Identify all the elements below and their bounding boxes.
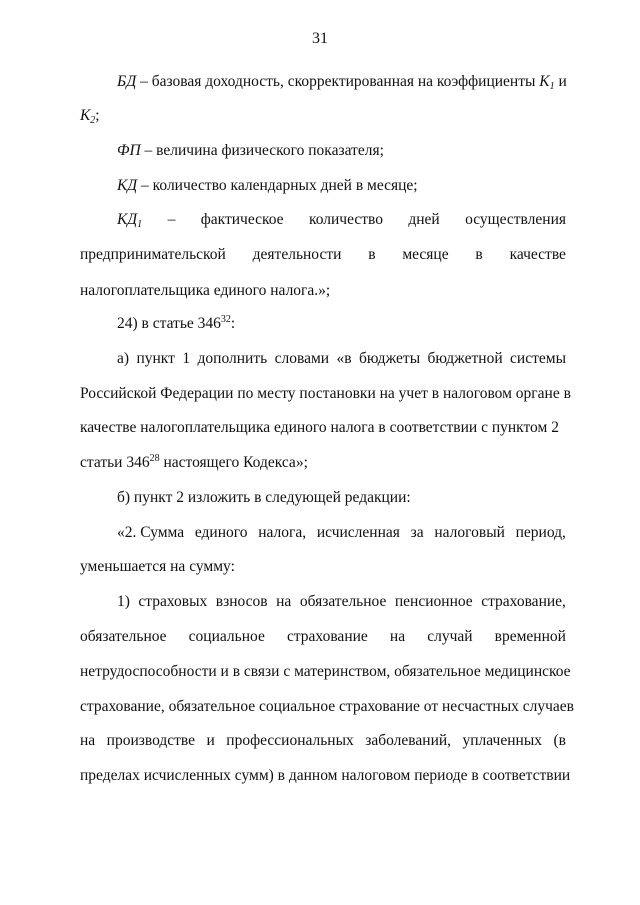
k2-letter: К (80, 107, 91, 124)
term-kd1-subscript: 1 (137, 219, 143, 230)
item-a-line3: качестве налогоплательщика единого налога в соответствии с пунктом 2 (80, 419, 559, 436)
word: «в (336, 350, 352, 367)
word: взносов (215, 593, 268, 610)
term-bd: БД (117, 73, 137, 90)
word: «2. Сумма (117, 524, 185, 541)
word: дополнить (197, 350, 268, 367)
sub1-line5 (80, 731, 566, 751)
word: осуществления (465, 211, 566, 228)
definition-kd1-line3: налогоплательщика единого налога.»; (80, 282, 331, 299)
word: количество (308, 211, 383, 228)
page-number: 31 (312, 30, 328, 47)
term-fp: ФП (117, 142, 141, 159)
item-24 (117, 314, 566, 334)
word: словами (274, 350, 330, 367)
word: в (368, 246, 376, 263)
word: – (167, 211, 176, 228)
word: страхование, (481, 593, 566, 610)
word: налоговый (434, 524, 505, 541)
word: фактическое (200, 211, 284, 228)
term-kd1 (117, 210, 142, 230)
word: (в (553, 732, 566, 749)
word: на (389, 628, 406, 645)
quote-line2: уменьшается на сумму: (80, 558, 235, 575)
word: бюджеты (358, 350, 421, 367)
word: заболеваний, (365, 732, 452, 749)
word: уплаченных (462, 732, 542, 749)
item-a-line1 (117, 349, 566, 369)
word: предпринимательской (80, 246, 226, 263)
word: на (276, 593, 292, 610)
k2-tail: ; (95, 107, 100, 124)
item-a-line4 (80, 453, 566, 473)
word: страхование (286, 628, 368, 645)
definition-kd1-line2 (80, 245, 566, 265)
word: обязательное (299, 593, 387, 610)
word: качестве (509, 246, 566, 263)
word: профессиональных (226, 732, 354, 749)
word: пункт (136, 350, 175, 367)
word: на (80, 732, 96, 749)
definition-bd-continuation (80, 106, 566, 126)
word: 1) (117, 593, 130, 610)
word: за (410, 524, 424, 541)
sub1-line1 (117, 592, 566, 612)
word: и (206, 732, 215, 749)
word: единого (194, 524, 248, 541)
item-b-line1: б) пункт 2 изложить в следующей редакции: (117, 489, 411, 506)
word: системы (510, 350, 566, 367)
word: страховых (138, 593, 208, 610)
item-a-line4-suffix: настоящего Кодекса»; (159, 454, 308, 471)
word: месяце (402, 246, 449, 263)
sub1-line4: страхование, обязательное социальное страхование от несчастных случаев (80, 698, 574, 715)
definition-kd (117, 176, 566, 196)
definition-bd (117, 72, 566, 92)
word: а) (117, 350, 130, 367)
k1-letter: К (539, 73, 550, 90)
k2-subscript: 2 (90, 115, 96, 126)
item-24-superscript: 32 (220, 314, 231, 325)
definition-bd-text: – базовая доходность, скорректированная на коэффициенты (136, 73, 540, 90)
sub1-line6: пределах исчисленных сумм) в данном налоговом периоде в соответствии (80, 767, 571, 784)
word: дней (408, 211, 440, 228)
word: период, (515, 524, 566, 541)
item-a-line4-prefix: статьи 346 (80, 454, 150, 471)
term-kd1-letters: КД (117, 211, 138, 228)
word: пенсионное (394, 593, 473, 610)
word: социальное (188, 628, 265, 645)
item-a-line2: Российской Федерации по месту постановки на учет в налоговом органе в (80, 385, 571, 402)
word: производстве (106, 732, 196, 749)
sub1-line3: нетрудоспособности и в связи с материнством, обязательное медицинское (80, 663, 571, 680)
k1-subscript: 1 (549, 81, 555, 92)
definition-fp-text: – величина физического показателя; (140, 142, 384, 159)
definition-kd-text: – количество календарных дней в месяце; (137, 177, 418, 194)
word: в (475, 246, 483, 263)
item-24-prefix: 24) в статье 346 (117, 315, 221, 332)
word: обязательное (80, 628, 167, 645)
definition-kd1 (117, 210, 566, 230)
word: случай (427, 628, 473, 645)
sub1-line2 (80, 627, 566, 647)
quote-line1 (117, 523, 566, 543)
definition-fp (117, 141, 566, 161)
word: 1 (182, 350, 191, 367)
item-24-suffix: : (230, 315, 236, 332)
and-word: и (554, 73, 567, 90)
item-a-superscript: 28 (149, 453, 160, 464)
word: бюджетной (427, 350, 503, 367)
word: исчисленная (316, 524, 400, 541)
word: временной (494, 628, 566, 645)
word: налога, (258, 524, 307, 541)
word: деятельности (252, 246, 342, 263)
term-kd: КД (117, 177, 138, 194)
